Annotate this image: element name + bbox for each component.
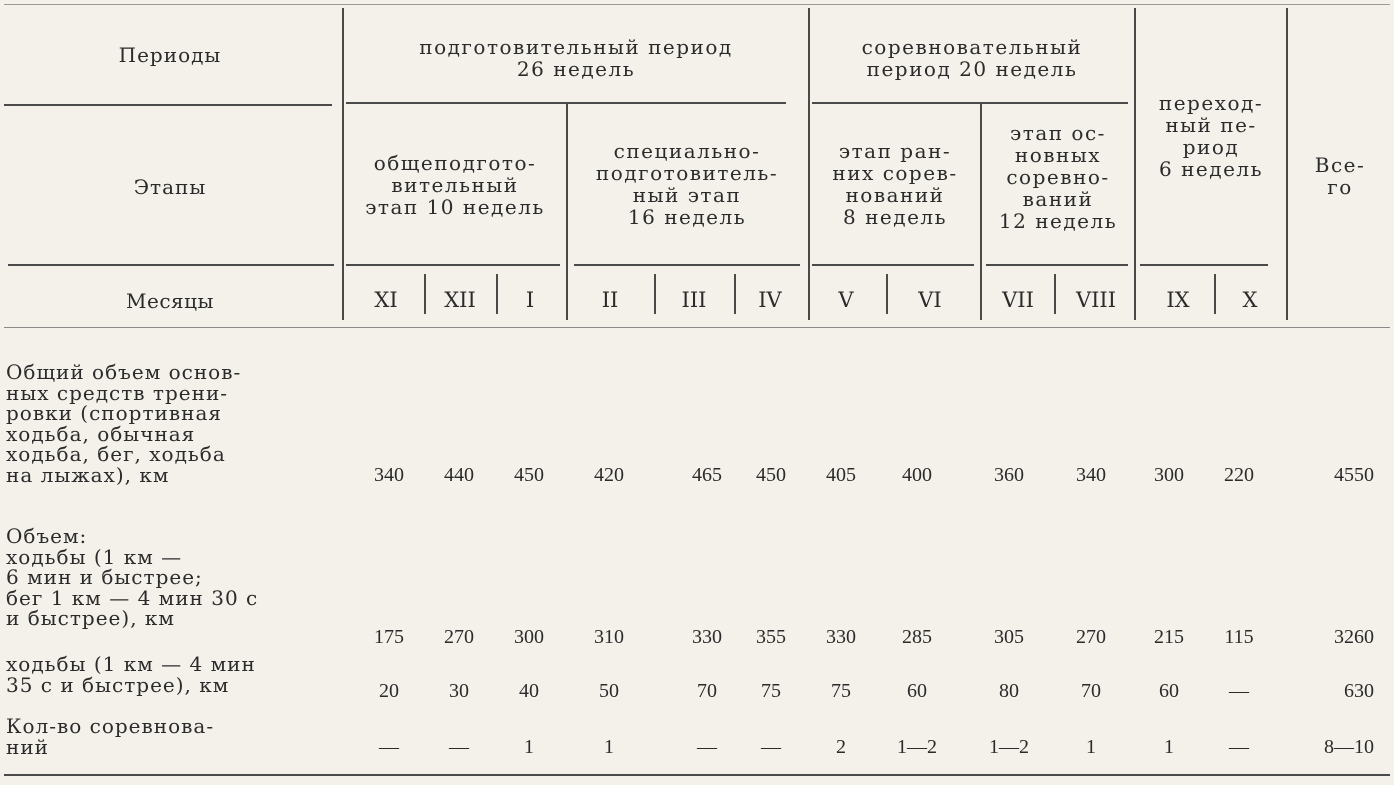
cell-value: 270: [444, 626, 474, 648]
prep-period-header: подготовительный период 26 недель: [419, 35, 733, 81]
cell-value-total: 4550: [1334, 464, 1374, 486]
cell-value: —: [449, 736, 469, 758]
cell-value: 2: [836, 736, 846, 758]
periods-label: Периоды: [118, 43, 222, 67]
cell-value: 400: [902, 464, 932, 486]
month-sep: [654, 274, 656, 314]
rule-under-trans-period: [1140, 264, 1268, 266]
cell-value: 420: [594, 464, 624, 486]
cell-value: 300: [514, 626, 544, 648]
cell-value: 80: [999, 680, 1019, 702]
stage-special-header: специально- подготовитель- ный этап 16 недель: [595, 139, 779, 229]
month-label: XII: [444, 288, 476, 312]
comp-period-header: соревновательный период 20 недель: [861, 35, 1083, 81]
month-label: XI: [374, 288, 398, 312]
cell-value: 1—2: [897, 736, 937, 758]
rule-under-periods-left: [4, 104, 332, 106]
cell-value: 75: [831, 680, 851, 702]
cell-value: 340: [1076, 464, 1106, 486]
rule-under-comp-period: [812, 102, 1128, 104]
cell-value: —: [379, 736, 399, 758]
divider-left: [342, 8, 344, 320]
month-label: VI: [918, 288, 942, 312]
cell-value: 450: [514, 464, 544, 486]
cell-value: 1: [1164, 736, 1174, 758]
months-label: Месяцы: [126, 289, 214, 313]
cell-value: 70: [697, 680, 717, 702]
cell-value: 450: [756, 464, 786, 486]
rule-under-stages-left: [8, 264, 334, 266]
rule-under-stage-early: [812, 264, 974, 266]
top-rule: [4, 4, 1390, 5]
cell-value: 1: [604, 736, 614, 758]
month-label: VIII: [1075, 288, 1117, 312]
cell-value: 215: [1154, 626, 1184, 648]
cell-value: 75: [761, 680, 781, 702]
cell-value: 360: [994, 464, 1024, 486]
cell-value: 300: [1154, 464, 1184, 486]
row-label-competitions: Кол-во соревнова- ний: [6, 714, 215, 759]
cell-value: 340: [374, 464, 404, 486]
month-label: X: [1242, 288, 1258, 312]
cell-value: 40: [519, 680, 539, 702]
rule-under-prep-period: [346, 102, 786, 104]
cell-value: 270: [1076, 626, 1106, 648]
month-sep: [1214, 274, 1216, 314]
month-label: III: [681, 288, 707, 312]
month-label: IV: [758, 288, 782, 312]
total-header: Все- го: [1314, 153, 1366, 199]
stage-early-header: этап ран- них сорев- нований 8 недель: [832, 139, 958, 229]
month-sep: [424, 274, 426, 314]
cell-value: 310: [594, 626, 624, 648]
stages-label: Этапы: [133, 175, 207, 199]
row-label-walking-volume: Объем: ходьбы (1 км — 6 мин и быстрее; бег 1 км — 4 мин 30 с и быстрее), км: [6, 524, 259, 630]
cell-value: 50: [599, 680, 619, 702]
cell-value: 115: [1224, 626, 1254, 648]
divider-early-main: [980, 104, 982, 320]
cell-value: 355: [756, 626, 786, 648]
cell-value: 1: [1086, 736, 1096, 758]
cell-value: 175: [374, 626, 404, 648]
cell-value: 405: [826, 464, 856, 486]
cell-value: 330: [692, 626, 722, 648]
cell-value: 220: [1224, 464, 1254, 486]
cell-value: 330: [826, 626, 856, 648]
month-sep: [734, 274, 736, 314]
divider-prep-comp: [808, 8, 810, 320]
month-label: VII: [1002, 288, 1034, 312]
cell-value: 60: [1159, 680, 1179, 702]
cell-value: —: [761, 736, 781, 758]
stage-general-header: общеподгото- вительный этап 10 недель: [365, 151, 545, 219]
cell-value: —: [697, 736, 717, 758]
cell-value: 285: [902, 626, 932, 648]
month-label: IX: [1166, 288, 1190, 312]
divider-comp-trans: [1134, 8, 1136, 320]
cell-value-total: 3260: [1334, 626, 1374, 648]
cell-value: 305: [994, 626, 1024, 648]
cell-value: 60: [907, 680, 927, 702]
month-label: V: [838, 288, 854, 312]
month-label: I: [525, 288, 535, 312]
month-sep: [1054, 274, 1056, 314]
cell-value: 465: [692, 464, 722, 486]
divider-trans-total: [1286, 8, 1288, 320]
cell-value: 30: [449, 680, 469, 702]
cell-value: 440: [444, 464, 474, 486]
cell-value-total: 630: [1344, 680, 1374, 702]
bottom-rule: [4, 774, 1390, 776]
rule-under-stage-general: [346, 264, 560, 266]
trans-period-header: переход- ный пе- риод 6 недель: [1158, 91, 1264, 181]
header-bottom-rule: [4, 327, 1390, 328]
stage-main-header: этап ос- новных соревно- ваний 12 недель: [998, 121, 1118, 233]
cell-value-total: 8—10: [1324, 736, 1374, 758]
cell-value: 1: [524, 736, 534, 758]
rule-under-stage-main: [986, 264, 1128, 266]
month-sep: [886, 274, 888, 314]
month-label: II: [601, 288, 619, 312]
row-label-fast-walking: ходьбы (1 км — 4 мин 35 с и быстрее), км: [6, 652, 256, 697]
rule-under-stage-special: [574, 264, 800, 266]
row-label-total-volume: Общий объем основ- ных средств трени- ровки (спортивная ходьба, обычная ходьба, бег, ходьба на лыжах), км: [6, 360, 242, 487]
cell-value: —: [1229, 680, 1249, 702]
month-sep: [496, 274, 498, 314]
cell-value: 1—2: [989, 736, 1029, 758]
cell-value: 70: [1081, 680, 1101, 702]
cell-value: —: [1229, 736, 1249, 758]
cell-value: 20: [379, 680, 399, 702]
